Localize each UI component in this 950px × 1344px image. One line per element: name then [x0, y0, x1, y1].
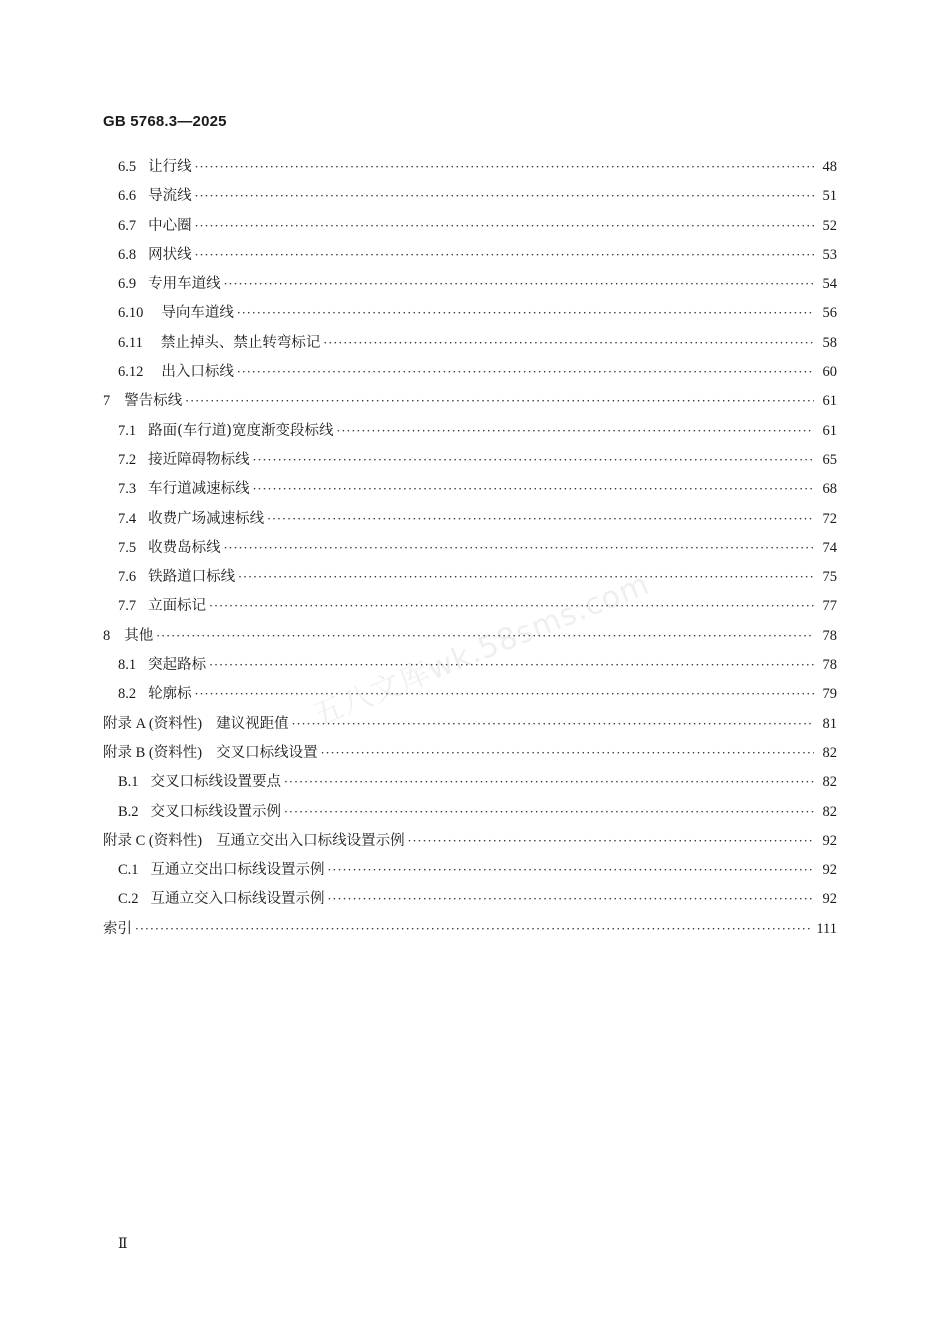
- toc-entry-title: 收费广场减速标线: [148, 510, 265, 527]
- toc-entry-title: 交叉口标线设置要点: [150, 774, 282, 791]
- toc-entry[interactable]: [103, 622, 837, 651]
- toc-entry[interactable]: [103, 387, 837, 416]
- toc-dot-leader: [284, 768, 814, 797]
- toc-entry-page: 111: [816, 920, 837, 937]
- toc-entry-page: 82: [822, 744, 837, 761]
- toc-entry-number: 7: [103, 393, 111, 410]
- toc-entry-number: 7.5: [118, 539, 137, 556]
- toc-entry[interactable]: [103, 710, 837, 739]
- toc-entry-title: 建议视距值: [216, 715, 289, 732]
- toc-entry-number: 8.2: [118, 686, 137, 703]
- toc-entry-number: 7.1: [118, 422, 137, 439]
- toc-dot-leader: [195, 182, 814, 211]
- toc-entry-number: 附录 B (资料性): [103, 744, 203, 761]
- toc-entry-title: 互通立交入口标线设置示例: [150, 891, 325, 908]
- toc-entry[interactable]: [103, 798, 837, 827]
- toc-entry[interactable]: [103, 827, 837, 856]
- toc-entry-number: C.1: [118, 862, 139, 879]
- toc-entry[interactable]: [103, 856, 837, 885]
- toc-dot-leader: [237, 299, 814, 328]
- toc-entry[interactable]: [103, 563, 837, 592]
- table-of-contents: [103, 153, 837, 944]
- toc-dot-leader: [238, 563, 814, 592]
- toc-entry-title: 轮廓标: [148, 686, 192, 703]
- toc-entry-title: 导流线: [148, 188, 192, 205]
- toc-entry-title: 交叉口标线设置: [216, 744, 318, 761]
- toc-entry-page: 74: [822, 539, 837, 556]
- toc-dot-leader: [195, 212, 814, 241]
- toc-entry-number: 6.8: [118, 246, 137, 263]
- toc-entry-page: 51: [822, 188, 837, 205]
- toc-entry-page: 68: [822, 481, 837, 498]
- toc-dot-leader: [408, 827, 814, 856]
- toc-entry-page: 92: [822, 832, 837, 849]
- toc-entry-page: 60: [822, 364, 837, 381]
- toc-dot-leader: [267, 505, 814, 534]
- toc-entry-number: B.2: [118, 803, 139, 820]
- toc-entry[interactable]: [103, 182, 837, 211]
- toc-entry[interactable]: [103, 651, 837, 680]
- toc-entry-number: 6.6: [118, 188, 137, 205]
- toc-entry-title: 导向车道线: [161, 305, 234, 322]
- toc-entry-page: 54: [822, 276, 837, 293]
- toc-dot-leader: [253, 475, 814, 504]
- toc-entry-page: 78: [822, 627, 837, 644]
- toc-entry[interactable]: [103, 212, 837, 241]
- toc-dot-leader: [224, 534, 814, 563]
- toc-dot-leader: [284, 798, 814, 827]
- toc-entry-number: 8: [103, 627, 111, 644]
- toc-entry-number: 7.3: [118, 481, 137, 498]
- toc-entry[interactable]: [103, 270, 837, 299]
- toc-dot-leader: [185, 387, 814, 416]
- toc-entry-number: 7.4: [118, 510, 137, 527]
- toc-entry-number: 附录 A (资料性): [103, 715, 203, 732]
- toc-entry-number: 6.9: [118, 276, 137, 293]
- toc-entry[interactable]: [103, 329, 837, 358]
- toc-entry-page: 82: [822, 803, 837, 820]
- toc-entry-number: 6.7: [118, 217, 137, 234]
- toc-dot-leader: [156, 622, 814, 651]
- toc-entry-page: 53: [822, 246, 837, 263]
- toc-dot-leader: [195, 153, 814, 182]
- toc-dot-leader: [195, 680, 814, 709]
- toc-dot-leader: [195, 241, 814, 270]
- watermark-text: 五八文库wk.58sms.com: [307, 566, 655, 734]
- toc-entry[interactable]: [103, 768, 837, 797]
- toc-dot-leader: [336, 417, 814, 446]
- toc-entry[interactable]: [103, 299, 837, 328]
- toc-entry[interactable]: [103, 446, 837, 475]
- page-number: Ⅱ: [118, 1237, 128, 1252]
- toc-entry[interactable]: [103, 885, 837, 914]
- toc-entry-page: 77: [822, 598, 837, 615]
- toc-entry-title: 其他: [124, 627, 154, 644]
- toc-dot-leader: [135, 915, 811, 944]
- toc-entry-title: 网状线: [148, 246, 192, 263]
- toc-entry-page: 81: [822, 715, 837, 732]
- toc-dot-leader: [328, 885, 814, 914]
- toc-entry-page: 72: [822, 510, 837, 527]
- toc-entry[interactable]: [103, 417, 837, 446]
- toc-entry[interactable]: [103, 680, 837, 709]
- toc-entry-number: 6.10: [118, 305, 144, 322]
- toc-entry-number: C.2: [118, 891, 139, 908]
- toc-entry[interactable]: [103, 505, 837, 534]
- toc-entry-title: 索引: [103, 920, 132, 937]
- toc-entry-title: 互通立交出口标线设置示例: [150, 862, 325, 879]
- toc-entry-number: 6.12: [118, 364, 144, 381]
- toc-entry-page: 58: [822, 334, 837, 351]
- toc-entry-title: 中心圈: [148, 217, 192, 234]
- toc-dot-leader: [209, 592, 814, 621]
- toc-entry[interactable]: [103, 534, 837, 563]
- document-standard-number: GB 5768.3—2025: [103, 113, 227, 130]
- toc-entry[interactable]: [103, 475, 837, 504]
- toc-entry-page: 65: [822, 451, 837, 468]
- toc-dot-leader: [292, 710, 814, 739]
- toc-entry-title: 接近障碍物标线: [148, 451, 250, 468]
- toc-entry-number: 8.1: [118, 657, 137, 674]
- toc-entry-title: 铁路道口标线: [148, 569, 236, 586]
- toc-entry-page: 61: [822, 393, 837, 410]
- toc-entry-number: 附录 C (资料性): [103, 832, 203, 849]
- toc-entry-number: B.1: [118, 774, 139, 791]
- toc-entry-page: 92: [822, 862, 837, 879]
- toc-entry-number: 6.5: [118, 159, 137, 175]
- toc-dot-leader: [209, 651, 814, 680]
- toc-entry-number: 6.11: [118, 334, 143, 351]
- toc-entry-page: 79: [822, 686, 837, 703]
- toc-entry-page: 52: [822, 217, 837, 234]
- toc-entry[interactable]: [103, 915, 837, 944]
- toc-entry-page: 75: [822, 569, 837, 586]
- toc-entry-number: 7.2: [118, 451, 137, 468]
- toc-entry[interactable]: [103, 153, 837, 182]
- toc-entry[interactable]: [103, 241, 837, 270]
- toc-entry-page: 48: [822, 159, 837, 175]
- toc-entry-page: 56: [822, 305, 837, 322]
- toc-entry-title: 立面标记: [148, 598, 207, 615]
- toc-entry-page: 82: [822, 774, 837, 791]
- toc-entry[interactable]: [103, 592, 837, 621]
- toc-dot-leader: [328, 856, 814, 885]
- toc-dot-leader: [253, 446, 814, 475]
- toc-entry-title: 交叉口标线设置示例: [150, 803, 282, 820]
- toc-dot-leader: [323, 329, 814, 358]
- toc-entry-title: 路面(车行道)宽度渐变段标线: [148, 422, 334, 439]
- toc-dot-leader: [224, 270, 814, 299]
- toc-entry-page: 78: [822, 657, 837, 674]
- toc-dot-leader: [237, 358, 814, 387]
- toc-entry-title: 车行道减速标线: [148, 481, 250, 498]
- toc-entry[interactable]: [103, 739, 837, 768]
- toc-entry-number: 7.6: [118, 569, 137, 586]
- toc-entry-title: 警告标线: [124, 393, 183, 410]
- toc-entry-title: 收费岛标线: [148, 539, 221, 556]
- toc-entry-page: 61: [822, 422, 837, 439]
- toc-entry-title: 禁止掉头、禁止转弯标记: [160, 334, 321, 351]
- toc-entry-number: 7.7: [118, 598, 137, 615]
- toc-entry-title: 出入口标线: [161, 364, 234, 381]
- toc-entry-title: 互通立交出入口标线设置示例: [216, 832, 405, 849]
- toc-entry[interactable]: [103, 358, 837, 387]
- toc-dot-leader: [321, 739, 814, 768]
- toc-entry-title: 突起路标: [148, 657, 207, 674]
- toc-entry-page: 92: [822, 891, 837, 908]
- toc-entry-title: 专用车道线: [148, 276, 221, 293]
- toc-entry-title: 让行线: [148, 159, 192, 175]
